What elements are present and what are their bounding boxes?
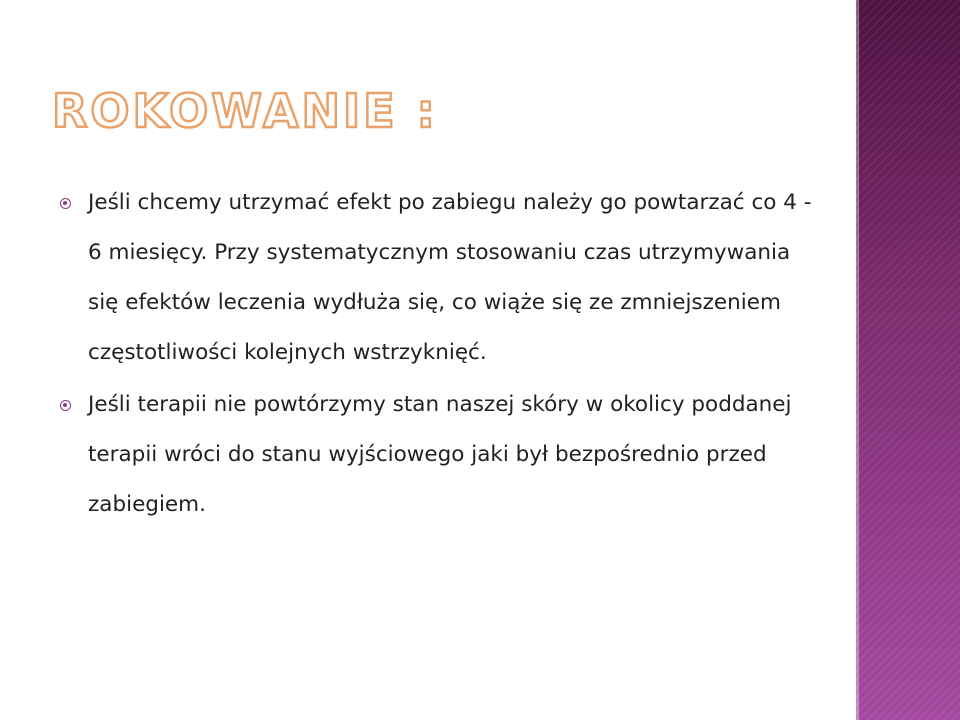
circled-dot-bullet-icon	[60, 198, 71, 209]
side-band-edge	[856, 0, 859, 720]
slide-title: ROKOWANIE :	[52, 84, 438, 138]
bullet-item	[56, 380, 816, 530]
bullet-text: Jeśli chcemy utrzymać efekt po zabiegu należy go powtarzać co 4 - 6 miesięcy. Przy systematycznym stosowaniu czas utrzymywania się efektów leczenia wydłuża się, co wiąże się ze zmniejszeniem częstotliwości kolejnych wstrzyknięć.	[88, 190, 812, 365]
bullet-text: Jeśli terapii nie powtórzymy stan naszej skóry w okolicy poddanej terapii wróci do stanu wyjściowego jaki był bezpośrednio przed zabiegiem.	[88, 392, 792, 517]
bullet-list	[56, 178, 816, 532]
circled-dot-bullet-icon	[60, 400, 71, 411]
decorative-side-band	[856, 0, 960, 720]
bullet-item	[56, 178, 816, 378]
